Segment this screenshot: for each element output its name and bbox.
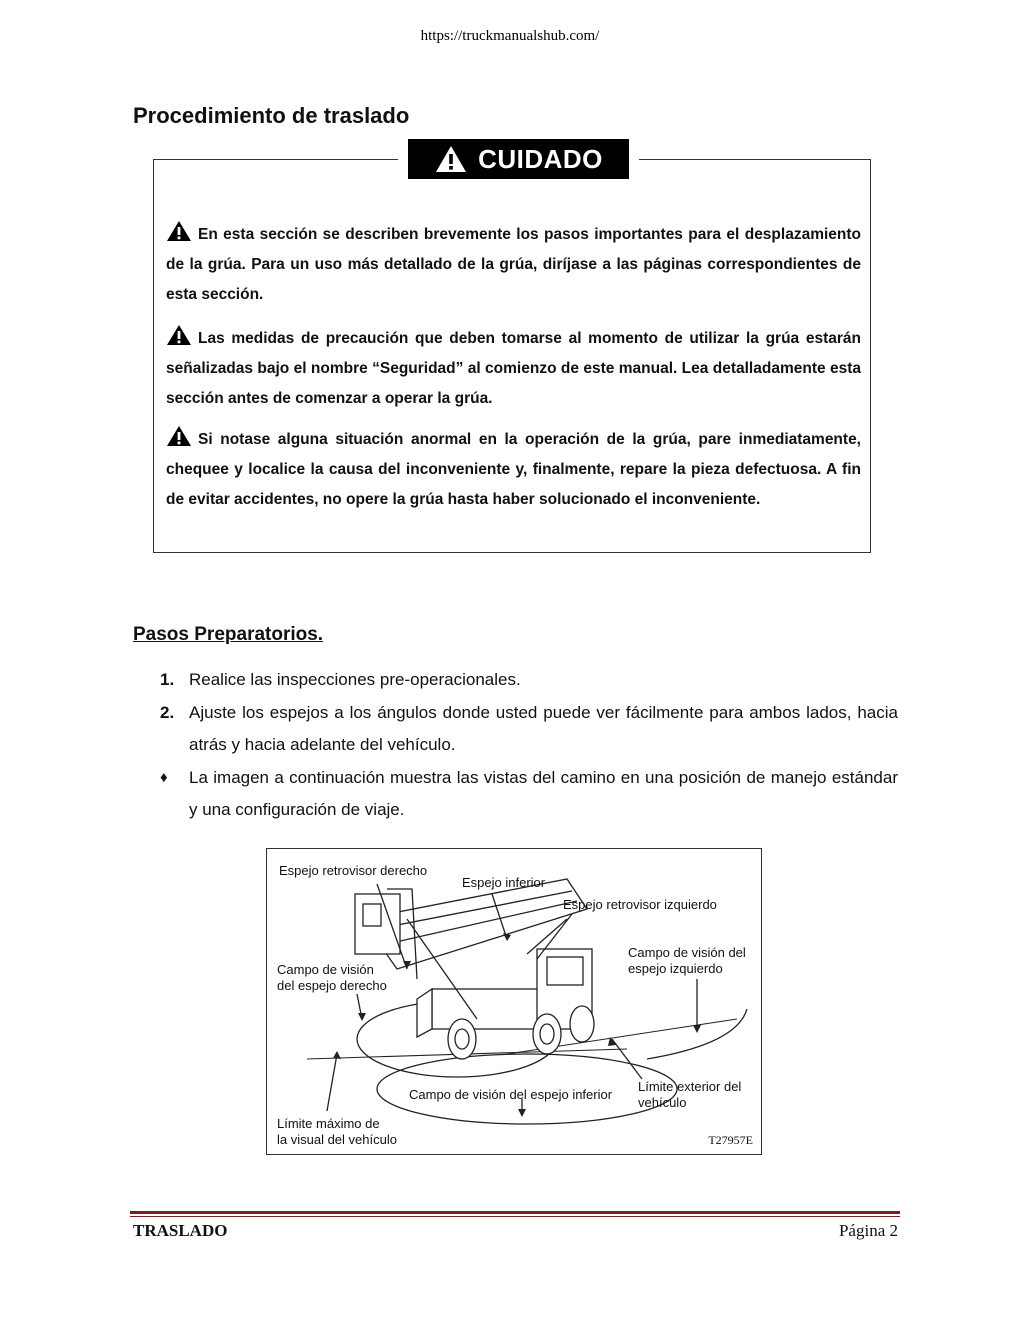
step-text: Ajuste los espejos a los ángulos donde usted puede ver fácilmente para ambos lados, hacia atrás y hacia adelante del vehículo. [189,702,898,754]
footer-rule-thin [130,1216,900,1217]
footer-rule [130,1211,900,1214]
steps-list [160,664,898,827]
crane-mirror-view-figure [266,848,762,1155]
label-left-field: Campo de visión del espejo izquierdo [628,945,746,976]
footer-section-name: TRASLADO [133,1221,228,1240]
diamond-bullet-icon: ♦ [160,768,168,786]
list-item [160,664,898,697]
label-left-mirror: Espejo retrovisor izquierdo [563,897,717,912]
section-heading: Pasos Preparatorios. [133,624,324,645]
caution-text-2: Las medidas de precaución que deben tomarse al momento de utilizar la grúa estarán señalizadas bajo el nombre “Seguridad” al comienzo de este manual. Lea detalladamente esta sección antes de comenzar a operar la grúa. [166,330,861,407]
list-item [160,697,898,762]
list-item [160,762,898,827]
warning-icon [434,144,468,174]
label-lower-mirror: Espejo inferior [462,875,546,890]
step-text: La imagen a continuación muestra las vistas del camino en una posición de manejo estándar y una configuración de viaje. [189,767,898,819]
figure-code: T27957E [708,1133,753,1147]
caution-paragraph-3 [166,425,861,515]
label-right-mirror: Espejo retrovisor derecho [279,863,428,878]
page-number: Página 2 [838,1221,898,1240]
label-right-field: Campo de visión del espejo derecho [277,962,387,993]
step-number: 1. [160,670,175,689]
label-max-limit: Límite máximo de la visual del vehículo [277,1116,397,1147]
caution-text-1: En esta sección se describen brevemente los pasos importantes para el desplazamiento de la grúa. Para un uso más detallado de la grúa, diríjase a las páginas correspondientes de esta sección. [166,226,861,303]
caution-badge [408,139,629,179]
caution-paragraph-1 [166,220,861,310]
step-text: Realice las inspecciones pre-operacionales. [189,670,521,689]
page-title: Procedimiento de traslado [133,103,410,128]
warning-icon [166,220,192,242]
step-number: 2. [160,702,175,722]
warning-icon [166,324,192,346]
caution-text-3: Si notase alguna situación anormal en la operación de la grúa, pare inmediatamente, chequee y localice la causa del inconveniente y, finalmente, repare la pieza defectuosa. A fin de evitar accidentes, no opere la grúa hasta haber solucionado el inconveniente. [166,431,861,508]
caution-paragraph-2 [166,324,861,414]
source-url[interactable]: https://truckmanualshub.com/ [420,28,600,44]
label-outer-limit: Límite exterior del vehículo [638,1079,742,1110]
warning-icon [166,425,192,447]
label-lower-field: Campo de visión del espejo inferior [409,1087,613,1102]
caution-badge-label: CUIDADO [478,143,603,174]
